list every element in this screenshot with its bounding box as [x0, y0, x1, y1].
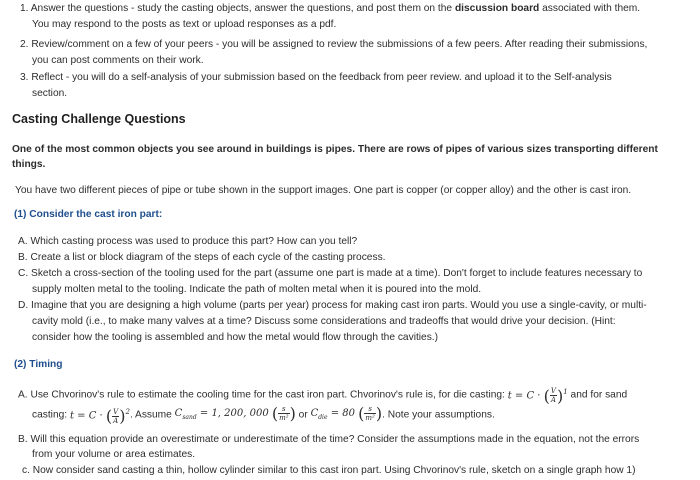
- intro-item-1-cont: You may respond to the posts as text or upload responses as a pdf.: [32, 19, 337, 30]
- part1-question-d: D. Imagine that you are designing a high volume (parts per year) process for making cast iron parts. Would you use a single-cavity, or multi-: [18, 300, 647, 311]
- part1-heading: (1) Consider the cast iron part:: [14, 209, 163, 220]
- part2-question-c: c. Now consider sand casting a thin, hollow cylinder similar to this cast iron part. Using Chvorinov's rule, sketch on a single graph how 1): [22, 465, 636, 476]
- part1-question-c: C. Sketch a cross-section of the tooling used for the part (assume one part is made at a time). Don't forget to include features necessary to: [18, 268, 643, 279]
- pipes-text: You have two different pieces of pipe or tube shown in the support images. One part is copper (or copper alloy) and the other is cast iron.: [15, 185, 632, 196]
- part1-question-c-cont: supply molten metal to the tooling. Indicate the path of molten metal when it is poured into the mold.: [32, 284, 482, 295]
- part1-question-d-cont2: consider how the tooling is assembled and how the metal would flow through the cavities.): [32, 332, 439, 343]
- discussion-board-link[interactable]: discussion board: [454, 3, 540, 14]
- part2-question-a-cont: casting: t = C · ( $\frac{V}{A}$ )$^2$. Assume $C_{sand} = 1$, 200, 000 ( $\frac{s}{\text{m²}}$ ) or $C_{die} = 80$ ( $\frac{s}{\text{m²}}$ ). Note your assumptions.: [32, 404, 495, 426]
- intro-item-2: 2. Review/comment on a few of your peers - you will be assigned to review the submissions of a few peers. After reading their submissions,: [20, 39, 648, 50]
- part1-question-a: A. Which casting process was used to produce this part? How can you tell?: [18, 236, 358, 247]
- c-sand-value: $C_{sand} = 1$, 200, 000 ( $\frac{s}{\text{m²}}$ ): [174, 404, 296, 423]
- part1-question-b: B. Create a list or block diagram of the steps of each cycle of the casting process.: [18, 252, 386, 263]
- part2-question-a: A. Use Chvorinov's rule to estimate the cooling time for the cast iron part. Chvorinov's rule is, for die casting: t = C · ( $\frac{V}{A}$ )$^1$ and for sand: [18, 386, 628, 406]
- c-die-value: $C_{die} = 80$ ( $\frac{s}{\text{m²}}$ ): [310, 404, 383, 423]
- intro-item-1: 1. Answer the questions - study the casting objects, answer the questions, and post them on the discussion board associated with them.: [20, 3, 641, 14]
- section-title: Casting Challenge Questions: [12, 112, 186, 126]
- die-casting-formula: t = C · ( $\frac{V}{A}$ )$^1$: [507, 386, 568, 406]
- part2-heading: (2) Timing: [14, 359, 63, 370]
- bold-intro-line2: things.: [12, 159, 46, 170]
- sand-casting-formula: t = C · ( $\frac{V}{A}$ )$^2$: [69, 406, 130, 426]
- intro-item-3: 3. Reflect - you will do a self-analysis of your submission based on the feedback from peer review. and upload it to the Self-analysis: [20, 72, 612, 83]
- intro-item-2-cont: you can post comments on their work.: [32, 55, 204, 66]
- bold-intro-line1: One of the most common objects you see around in buildings is pipes. There are rows of pipes of various sizes transporting different: [12, 144, 658, 155]
- part2-question-b: B. Will this equation provide an overestimate or underestimate of the time? Consider the assumptions made in the equation, not the errors: [18, 434, 640, 445]
- part2-question-b-cont: from your volume or area estimates.: [32, 449, 196, 460]
- intro-item-3-cont: section.: [32, 88, 68, 99]
- part1-question-d-cont1: cavity mold (i.e., to make many valves at a time? Discuss some considerations and tradeoffs that would drive your decision. (Hint:: [32, 316, 616, 327]
